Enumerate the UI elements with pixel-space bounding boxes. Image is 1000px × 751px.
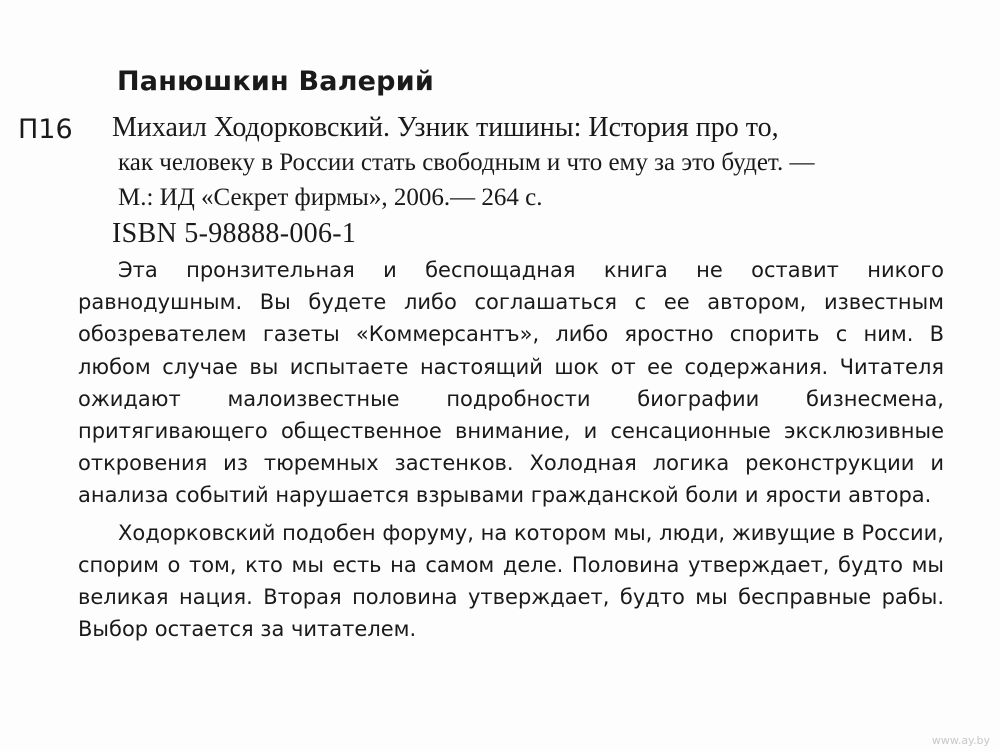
annotation	[78, 254, 944, 645]
book-title-line: Михаил Ходорковский. Узник тишины: История про то,	[112, 112, 779, 143]
annotation-paragraph-2: Ходорковский подобен форуму, на котором мы, люди, живущие в России, спорим о том, кто мы есть на самом деле. Половина утверждает, будто мы великая нация. Вторая половина утверждает, будто мы бесправные рабы. Выбор остается за читателем.	[78, 520, 944, 642]
author-name: Панюшкин Валерий	[117, 66, 434, 97]
bibliographic-description	[112, 111, 942, 253]
publisher-line: М.: ИД «Секрет фирмы», 2006.— 264 с.	[118, 184, 543, 211]
annotation-paragraph-1: Эта пронзительная и беспощадная книга не оставит никого равнодушным. Вы будете либо соглашаться с ее автором, известным обозревателем газеты «Коммерсантъ», либо яростно спорить с ним. В любом случае вы испытаете настоящий шок от ее содержания. Читателя ожидают малоизвестные подробности биографии бизнесмена, притягивающего общественное внимание, и сенсационные эксклюзивные откровения из тюремных застенков. Холодная логика реконструкции и анализа событий нарушается взрывами гражданской боли и ярости автора.	[78, 258, 944, 508]
isbn: ISBN 5-98888-006-1	[112, 218, 357, 249]
classification-code: П16	[18, 114, 73, 145]
watermark: www.ay.by	[931, 734, 990, 747]
book-subtitle-line: как человеку в России стать свободным и что ему за это будет. —	[118, 149, 815, 176]
